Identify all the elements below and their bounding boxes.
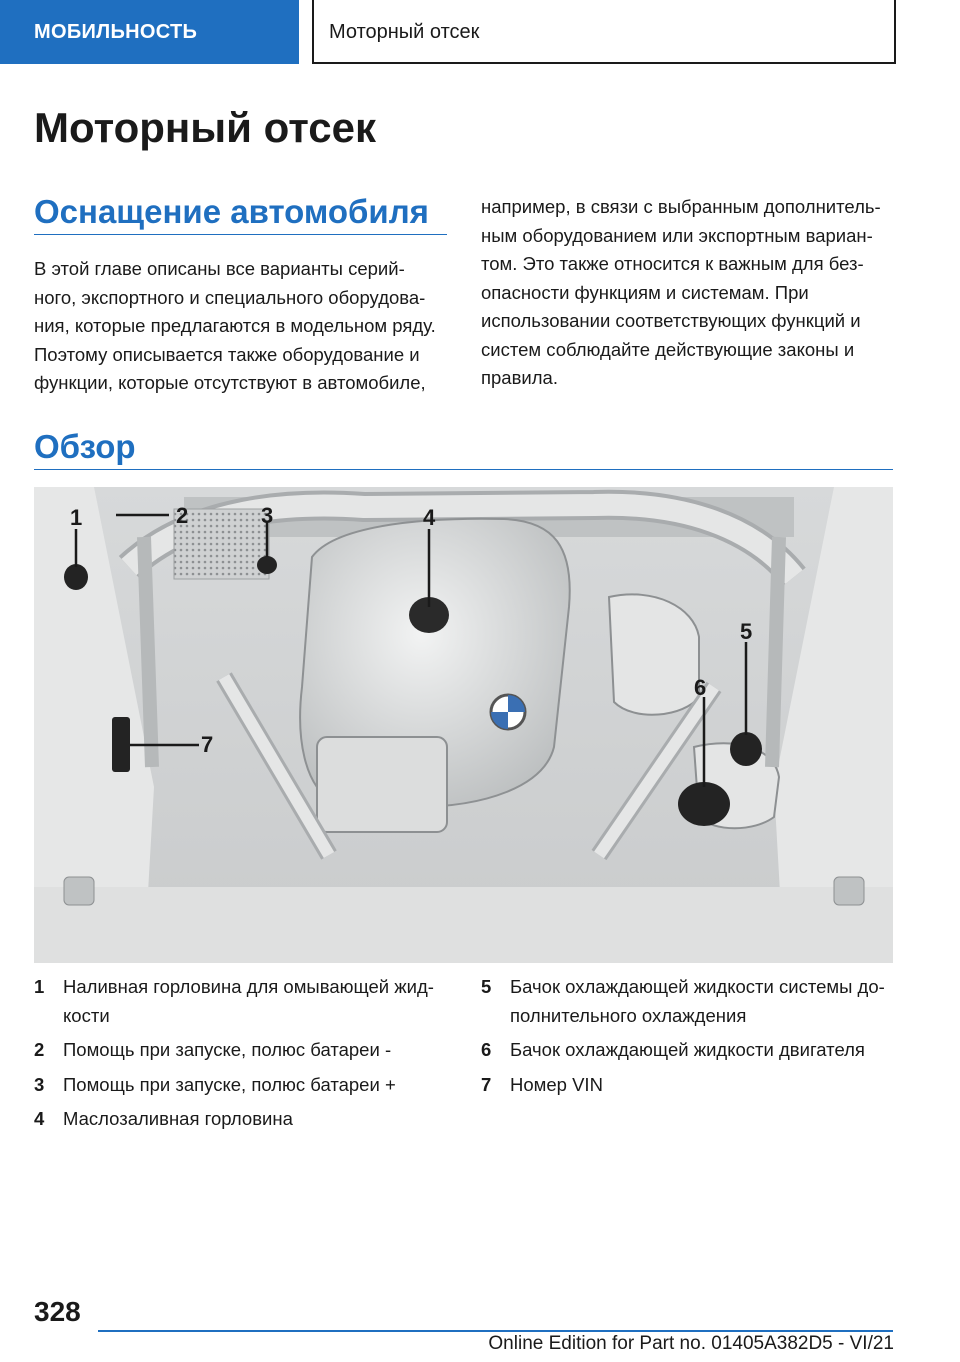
text-line: например, в связи с выбранным дополнитель- bbox=[481, 196, 881, 217]
footer-edition: Online Edition for Part no. 01405A382D5 - VI/21 bbox=[488, 1333, 894, 1354]
legend-number: 2 bbox=[34, 1039, 45, 1060]
paragraph-left bbox=[34, 255, 454, 398]
engine-bay-illustration bbox=[34, 487, 893, 963]
legend-item bbox=[481, 1036, 901, 1065]
legend-text bbox=[510, 1071, 901, 1100]
legend-item bbox=[34, 1036, 454, 1065]
legend-line: Помощь при запуске, полюс батареи - bbox=[63, 1039, 392, 1060]
legend-left bbox=[34, 973, 454, 1140]
section-title-equipment: Оснащение автомобиля bbox=[34, 193, 429, 230]
text-line: том. Это также относится к важным для без- bbox=[481, 253, 864, 274]
legend-text bbox=[63, 1105, 454, 1134]
legend-right bbox=[481, 973, 901, 1105]
text-line: систем соблюдайте действующие законы и bbox=[481, 338, 855, 360]
callout-1: 1 bbox=[70, 505, 83, 530]
text-line: ния, которые предлагаются в модельном ряду. bbox=[34, 315, 436, 336]
callout-6: 6 bbox=[694, 675, 707, 700]
text-line: функции, которые отсутствуют в автомобиле, bbox=[34, 372, 426, 393]
paragraph-right bbox=[481, 193, 901, 393]
legend-line: полнительного охлаждения bbox=[510, 1004, 747, 1026]
text-line: В этой главе описаны все варианты серий- bbox=[34, 258, 405, 279]
legend-text bbox=[63, 1036, 454, 1065]
legend-line: Бачок охлаждающей жидкости двигателя bbox=[510, 1039, 865, 1060]
legend-text bbox=[63, 973, 454, 1030]
legend-item bbox=[34, 1105, 454, 1134]
text-line: ным оборудованием или экспортным вариан- bbox=[481, 224, 873, 246]
legend-line: Бачок охлаждающей жидкости системы до- bbox=[510, 976, 885, 997]
callout-3: 3 bbox=[261, 503, 274, 528]
legend-line: Помощь при запуске, полюс батареи + bbox=[63, 1073, 396, 1095]
section-rule bbox=[34, 234, 447, 235]
legend-number: 5 bbox=[481, 976, 492, 997]
legend-line: Маслозаливная горловина bbox=[63, 1108, 293, 1129]
text-line: Поэтому описывается также оборудование и bbox=[34, 343, 420, 365]
section-tab: МОБИЛЬНОСТЬ bbox=[0, 0, 299, 64]
legend-text bbox=[510, 973, 901, 1030]
footer-rule bbox=[98, 1330, 893, 1332]
callout-2: 2 bbox=[176, 503, 189, 528]
legend-number: 3 bbox=[34, 1073, 45, 1095]
legend-line: Номер VIN bbox=[510, 1073, 603, 1095]
breadcrumb: Моторный отсек bbox=[312, 0, 896, 64]
legend-item bbox=[481, 973, 901, 1030]
legend-text bbox=[510, 1036, 901, 1065]
legend-text bbox=[63, 1071, 454, 1100]
callout-5: 5 bbox=[740, 619, 753, 644]
text-line: правила. bbox=[481, 367, 558, 388]
legend-item bbox=[34, 1071, 454, 1100]
section-rule bbox=[34, 469, 893, 470]
legend-item bbox=[34, 973, 454, 1030]
page-number: 328 bbox=[34, 1296, 81, 1327]
legend-line: кости bbox=[63, 1004, 110, 1026]
section-title-overview: Обзор bbox=[34, 428, 136, 465]
legend-number: 4 bbox=[34, 1108, 45, 1129]
callout-7: 7 bbox=[201, 732, 214, 757]
text-line: опасности функциям и системам. При bbox=[481, 281, 809, 303]
legend-line: Наливная горловина для омывающей жид- bbox=[63, 976, 434, 997]
callout-4: 4 bbox=[423, 505, 436, 530]
legend-number: 7 bbox=[481, 1073, 492, 1095]
text-line: использовании соответствующих функций и bbox=[481, 310, 861, 331]
legend-number: 6 bbox=[481, 1039, 492, 1060]
text-line: ного, экспортного и специального оборудова- bbox=[34, 286, 426, 308]
legend-number: 1 bbox=[34, 976, 45, 997]
legend-item bbox=[481, 1071, 901, 1100]
page-title: Моторный отсек bbox=[34, 104, 377, 151]
